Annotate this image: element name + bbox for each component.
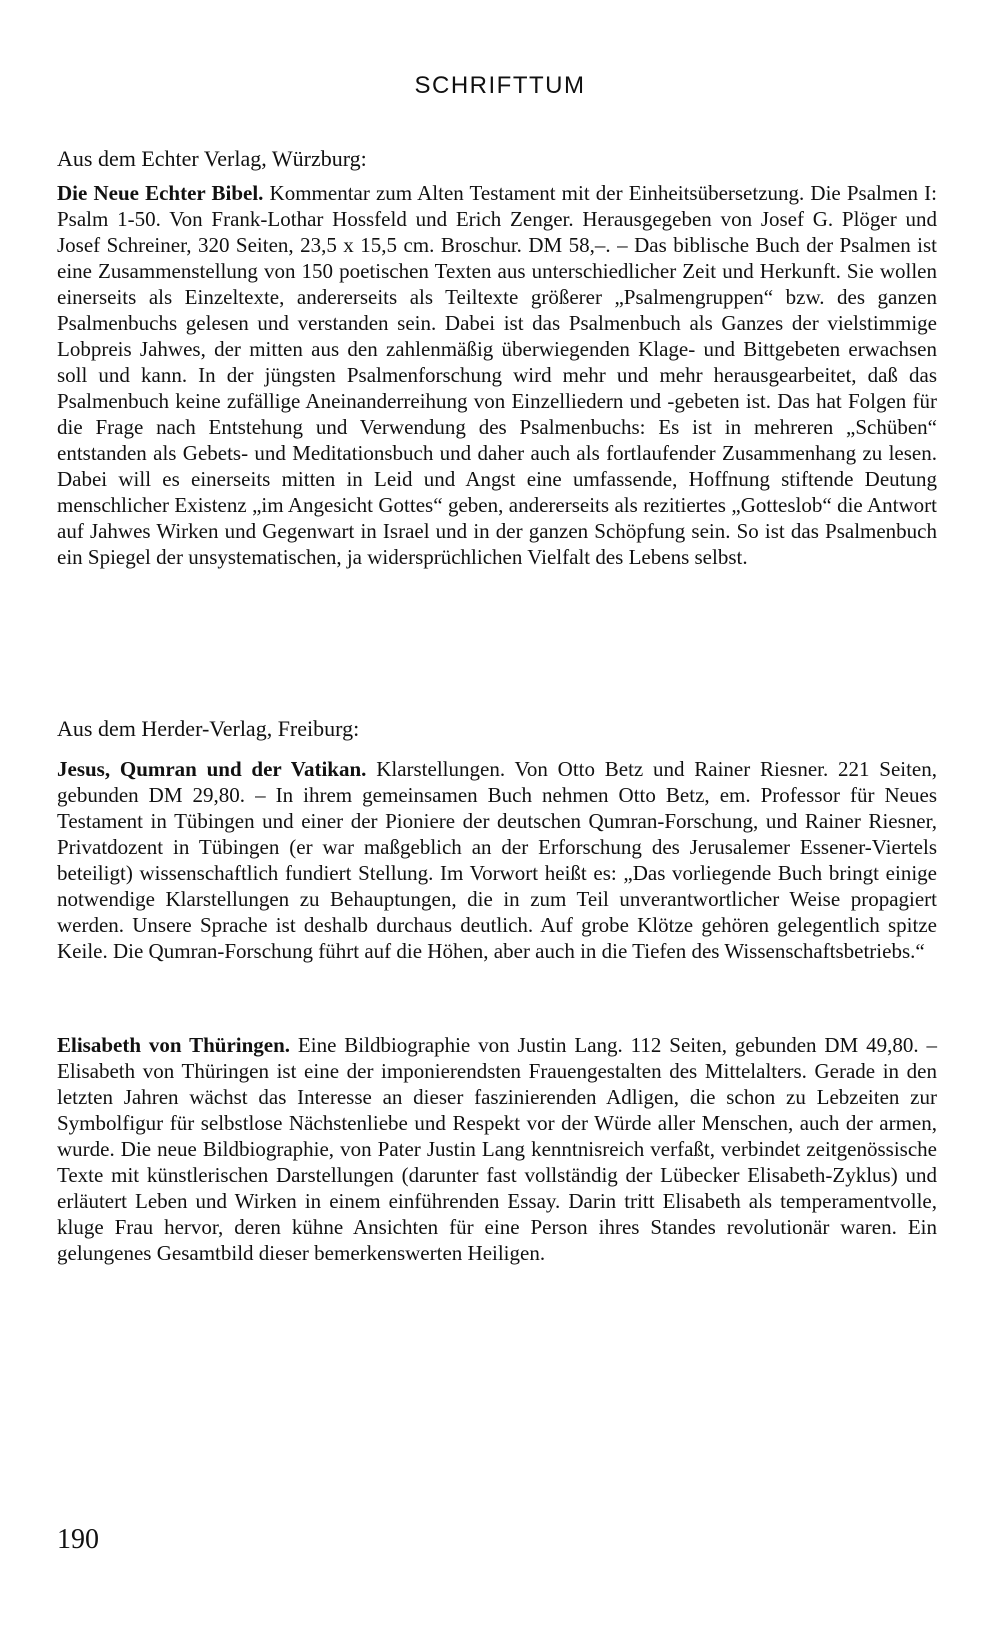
page-number: 190 <box>57 1524 99 1555</box>
page-title: SCHRIFTTUM <box>414 72 586 99</box>
book-title: Elisabeth von Thüringen. <box>57 1033 298 1057</box>
publisher-heading-herder: Aus dem Herder-Verlag, Freiburg: <box>57 716 360 741</box>
book-title: Die Neue Echter Bibel. <box>57 181 270 205</box>
book-review-jesus-qumran <box>57 756 937 964</box>
publisher-heading-echter: Aus dem Echter Verlag, Würzburg: <box>57 146 367 171</box>
review-text: Klarstellungen. Von Otto Betz und Rainer Riesner. 221 Seiten, gebunden DM 29,80. – In ihrem gemeinsamen Buch nehmen Otto Betz, em. Professor für Neues Testament in Tübingen und einer der Pioniere der deutschen Qumran-Forschung, und Rainer Riesner, Privatdozent in Tübingen (er war maßgeblich an der Erforschung des Jerusalemer Essener-Viertels beteiligt) wissenschaftlich fundiert Stellung. Im Vorwort heißt es: „Das vorliegende Buch bringt einige notwendige Klarstellungen zu Behauptungen, die in zum Teil unverantwortlicher Weise propagiert werden. Unsere Sprache ist deshalb durchaus deutlich. Auf grobe Klötze gehören gelegentlich spitze Keile. Die Qumran-Forschung führt auf die Höhen, aber auch in die Tiefen des Wissenschaftsbetriebs.“ <box>57 757 938 963</box>
review-text: Eine Bildbiographie von Justin Lang. 112 Seiten, gebunden DM 49,80. – Elisabeth von Thüringen ist eine der imponierendsten Frauengestalten des Mittelalters. Gerade in den letzten Jahren wächst das Interesse an dieser faszinierenden Adligen, die schon zu Lebzeiten zur Symbolfigur für selbstlose Nächstenliebe und Respekt vor der Würde aller Menschen, auch der armen, wurde. Die neue Bildbiographie, von Pater Justin Lang kenntnisreich verfaßt, verbindet zeitgenössische Texte mit künstlerischen Darstellungen (darunter fast vollständig der Lübecker Elisabeth-Zyklus) und erläutert Leben und Wirken in einem einführenden Essay. Darin tritt Elisabeth als temperamentvolle, kluge Frau hervor, deren kühne Ansichten für eine Person ihres Standes revolutionär waren. Ein gelungenes Gesamtbild dieser bemerkenswerten Heiligen. <box>57 1033 937 1265</box>
book-title: Jesus, Qumran und der Vatikan. <box>57 757 377 781</box>
review-text: Kommentar zum Alten Testament mit der Einheitsübersetzung. Die Psalmen I: Psalm 1-50. Von Frank-Lothar Hossfeld und Erich Zenger. Herausgegeben von Josef G. Plöger und Josef Schreiner, 320 Seiten, 23,5 x 15,5 cm. Broschur. DM 58,–. – Das biblische Buch der Psalmen ist eine Zusammenstellung von 150 poetischen Texten aus unterschiedlicher Zeit und Herkunft. Sie wollen einerseits als Einzeltexte, andererseits als Teiltexte größerer „Psalmengruppen“ bzw. des ganzen Psalmenbuchs gelesen und verstanden sein. Dabei ist das Psalmenbuch als Ganzes der vielstimmige Lobpreis Jahwes, der mitten aus den zahlenmäßig überwiegenden Klage- und Bittgebeten erwachsen soll und kann. In der jüngsten Psalmenforschung wird mehr und mehr herausgearbeitet, daß das Psalmenbuch keine zufällige Aneinanderreihung von Einzelliedern und -gebeten ist. Das hat Folgen für die Frage nach Entstehung und Verwendung des Psalmenbuchs: Es ist in mehreren „Schüben“ entstanden als Gebets- und Meditationsbuch und daher auch als fortlaufender Zusammenhang zu lesen. Dabei will es einerseits mitten in Leid und Angst eine umfassende, Hoffnung stiftende Deutung menschlicher Existenz „im Angesicht Gottes“ geben, andererseits als rezitiertes „Gotteslob“ die Antwort auf Jahwes Wirken und Gegenwart in Israel und in der ganzen Schöpfung sein. So ist das Psalmenbuch ein Spiegel der unsystematischen, ja widersprüchlichen Vielfalt des Lebens selbst. <box>57 181 937 569</box>
book-review-elisabeth <box>57 1032 937 1266</box>
book-review-neue-echter-bibel <box>57 180 937 570</box>
